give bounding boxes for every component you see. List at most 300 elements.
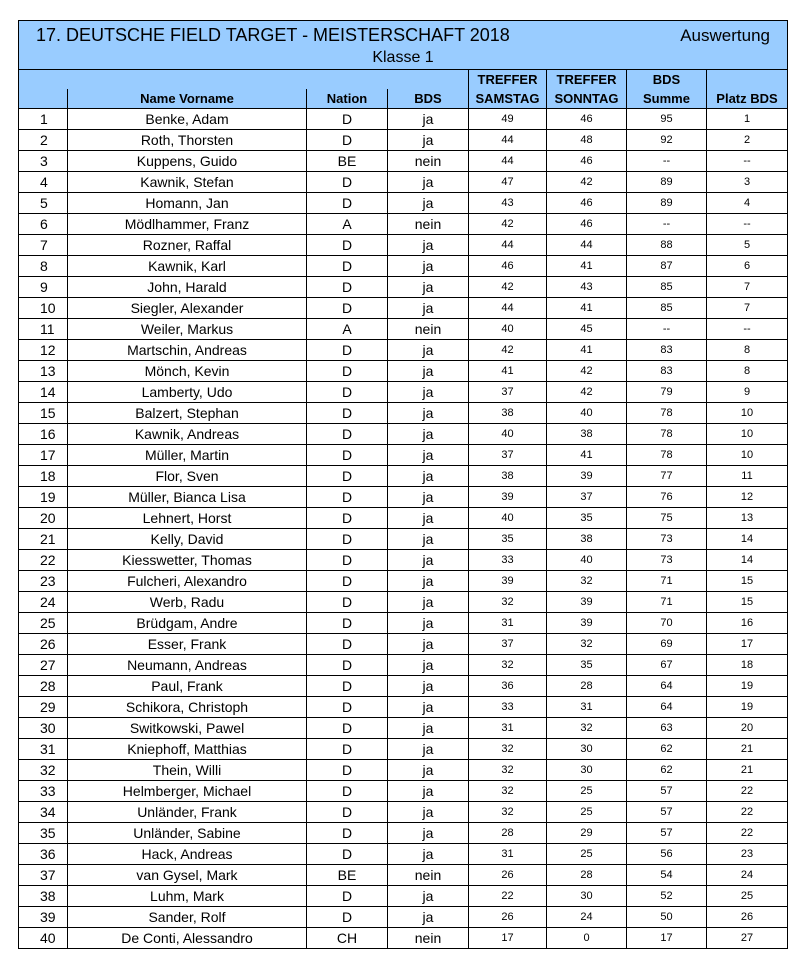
cell-nr: 34 [19, 802, 68, 823]
cell-saturday: 26 [469, 865, 547, 886]
cell-rank: 22 [707, 781, 788, 802]
cell-nation: D [307, 802, 388, 823]
table-row [19, 865, 788, 886]
cell-saturday: 40 [469, 508, 547, 529]
class-label: Klasse 1 [372, 49, 434, 66]
cell-name: van Gysel, Mark [68, 865, 307, 886]
cell-nr: 20 [19, 508, 68, 529]
col-sum-bottom: Summe [627, 89, 707, 109]
cell-nr: 17 [19, 445, 68, 466]
cell-nation: D [307, 718, 388, 739]
cell-name: John, Harald [68, 277, 307, 298]
cell-nr: 32 [19, 760, 68, 781]
cell-sum: 85 [627, 298, 707, 319]
header-row-bottom [19, 89, 788, 109]
cell-nr: 25 [19, 613, 68, 634]
cell-sunday: 31 [547, 697, 627, 718]
cell-sunday: 25 [547, 844, 627, 865]
cell-sunday: 38 [547, 424, 627, 445]
cell-bds: ja [388, 172, 469, 193]
cell-saturday: 31 [469, 844, 547, 865]
cell-nation: D [307, 403, 388, 424]
cell-saturday: 38 [469, 466, 547, 487]
cell-sunday: 30 [547, 739, 627, 760]
col-sum-top: BDS [627, 70, 707, 90]
cell-sunday: 46 [547, 151, 627, 172]
col-bds-header: BDS [388, 89, 469, 109]
cell-bds: ja [388, 235, 469, 256]
cell-sunday: 32 [547, 718, 627, 739]
cell-saturday: 22 [469, 886, 547, 907]
cell-sunday: 41 [547, 445, 627, 466]
cell-rank: 19 [707, 697, 788, 718]
cell-rank: 21 [707, 739, 788, 760]
cell-sunday: 25 [547, 781, 627, 802]
cell-bds: ja [388, 130, 469, 151]
table-row [19, 550, 788, 571]
results-table [18, 20, 788, 949]
table-row [19, 781, 788, 802]
cell-saturday: 32 [469, 781, 547, 802]
cell-saturday: 40 [469, 424, 547, 445]
cell-rank: -- [707, 214, 788, 235]
cell-nation: D [307, 760, 388, 781]
col-sunday-bottom: SONNTAG [547, 89, 627, 109]
cell-rank: 14 [707, 550, 788, 571]
cell-rank: 22 [707, 823, 788, 844]
cell-sum: 89 [627, 193, 707, 214]
cell-name: Lamberty, Udo [68, 382, 307, 403]
cell-saturday: 32 [469, 592, 547, 613]
cell-name: Homann, Jan [68, 193, 307, 214]
cell-sum: 64 [627, 676, 707, 697]
cell-rank: 13 [707, 508, 788, 529]
cell-nr: 24 [19, 592, 68, 613]
cell-name: De Conti, Alessandro [68, 928, 307, 949]
table-row [19, 214, 788, 235]
cell-sum: 67 [627, 655, 707, 676]
cell-rank: 6 [707, 256, 788, 277]
cell-nation: D [307, 697, 388, 718]
cell-bds: ja [388, 256, 469, 277]
cell-rank: 20 [707, 718, 788, 739]
cell-rank: 22 [707, 802, 788, 823]
cell-name: Lehnert, Horst [68, 508, 307, 529]
cell-bds: ja [388, 697, 469, 718]
header-blank [19, 70, 469, 90]
cell-saturday: 39 [469, 487, 547, 508]
cell-saturday: 42 [469, 340, 547, 361]
cell-bds: ja [388, 739, 469, 760]
col-rank-top [707, 70, 788, 90]
cell-rank: 8 [707, 340, 788, 361]
cell-saturday: 44 [469, 130, 547, 151]
cell-sunday: 29 [547, 823, 627, 844]
cell-nr: 29 [19, 697, 68, 718]
cell-sunday: 46 [547, 214, 627, 235]
cell-rank: 1 [707, 109, 788, 130]
table-row [19, 298, 788, 319]
cell-name: Weiler, Markus [68, 319, 307, 340]
table-row [19, 697, 788, 718]
cell-name: Kelly, David [68, 529, 307, 550]
cell-rank: 10 [707, 403, 788, 424]
cell-sunday: 30 [547, 886, 627, 907]
col-saturday-top: TREFFER [469, 70, 547, 90]
cell-nr: 33 [19, 781, 68, 802]
cell-nation: D [307, 529, 388, 550]
cell-nation: D [307, 676, 388, 697]
col-nation-header: Nation [307, 89, 388, 109]
cell-nation: D [307, 739, 388, 760]
cell-nr: 3 [19, 151, 68, 172]
cell-nr: 30 [19, 718, 68, 739]
cell-bds: ja [388, 844, 469, 865]
table-row [19, 592, 788, 613]
cell-nation: D [307, 655, 388, 676]
cell-sunday: 30 [547, 760, 627, 781]
cell-sunday: 32 [547, 571, 627, 592]
cell-bds: ja [388, 802, 469, 823]
cell-nr: 12 [19, 340, 68, 361]
cell-sum: 63 [627, 718, 707, 739]
cell-saturday: 26 [469, 907, 547, 928]
cell-sum: 78 [627, 445, 707, 466]
cell-rank: 27 [707, 928, 788, 949]
cell-nr: 35 [19, 823, 68, 844]
cell-sunday: 28 [547, 865, 627, 886]
table-row [19, 760, 788, 781]
table-row [19, 445, 788, 466]
cell-nation: A [307, 214, 388, 235]
cell-sunday: 28 [547, 676, 627, 697]
cell-name: Fulcheri, Alexandro [68, 571, 307, 592]
cell-sum: 69 [627, 634, 707, 655]
cell-nr: 10 [19, 298, 68, 319]
cell-nation: D [307, 613, 388, 634]
cell-nation: D [307, 550, 388, 571]
cell-nr: 8 [19, 256, 68, 277]
cell-bds: ja [388, 424, 469, 445]
cell-sunday: 0 [547, 928, 627, 949]
cell-name: Mönch, Kevin [68, 361, 307, 382]
cell-sunday: 42 [547, 361, 627, 382]
cell-name: Kawnik, Karl [68, 256, 307, 277]
cell-saturday: 17 [469, 928, 547, 949]
cell-sum: 78 [627, 424, 707, 445]
cell-sunday: 32 [547, 634, 627, 655]
cell-name: Hack, Andreas [68, 844, 307, 865]
cell-nr: 27 [19, 655, 68, 676]
table-row [19, 256, 788, 277]
cell-sum: 17 [627, 928, 707, 949]
cell-rank: 8 [707, 361, 788, 382]
cell-name: Paul, Frank [68, 676, 307, 697]
cell-sum: 75 [627, 508, 707, 529]
cell-nation: A [307, 319, 388, 340]
cell-nr: 19 [19, 487, 68, 508]
cell-bds: ja [388, 340, 469, 361]
table-row [19, 655, 788, 676]
cell-sum: 83 [627, 340, 707, 361]
cell-nr: 22 [19, 550, 68, 571]
cell-nr: 13 [19, 361, 68, 382]
cell-name: Sander, Rolf [68, 907, 307, 928]
cell-name: Kawnik, Stefan [68, 172, 307, 193]
cell-nr: 16 [19, 424, 68, 445]
cell-nr: 11 [19, 319, 68, 340]
cell-sum: 87 [627, 256, 707, 277]
cell-name: Mödlhammer, Franz [68, 214, 307, 235]
cell-nation: D [307, 424, 388, 445]
cell-nation: D [307, 130, 388, 151]
cell-nation: BE [307, 151, 388, 172]
cell-sum: 76 [627, 487, 707, 508]
cell-bds: ja [388, 508, 469, 529]
cell-bds: ja [388, 487, 469, 508]
cell-sunday: 42 [547, 172, 627, 193]
cell-nation: CH [307, 928, 388, 949]
cell-sunday: 35 [547, 508, 627, 529]
cell-sum: 73 [627, 550, 707, 571]
cell-bds: nein [388, 928, 469, 949]
col-rank-header: Platz BDS [707, 89, 788, 109]
cell-saturday: 42 [469, 214, 547, 235]
table-row [19, 130, 788, 151]
cell-rank: 7 [707, 298, 788, 319]
cell-nation: D [307, 466, 388, 487]
cell-name: Esser, Frank [68, 634, 307, 655]
cell-nr: 7 [19, 235, 68, 256]
table-row [19, 613, 788, 634]
cell-bds: ja [388, 109, 469, 130]
cell-name: Müller, Bianca Lisa [68, 487, 307, 508]
table-row [19, 508, 788, 529]
cell-sunday: 25 [547, 802, 627, 823]
cell-name: Kawnik, Andreas [68, 424, 307, 445]
cell-sum: -- [627, 319, 707, 340]
cell-name: Unländer, Sabine [68, 823, 307, 844]
cell-bds: ja [388, 529, 469, 550]
cell-nr: 38 [19, 886, 68, 907]
cell-sum: -- [627, 151, 707, 172]
table-row [19, 928, 788, 949]
cell-nr: 39 [19, 907, 68, 928]
cell-rank: 26 [707, 907, 788, 928]
cell-nation: D [307, 571, 388, 592]
cell-rank: 9 [707, 382, 788, 403]
cell-sum: 57 [627, 781, 707, 802]
cell-sunday: 39 [547, 466, 627, 487]
cell-sum: 50 [627, 907, 707, 928]
cell-sum: 64 [627, 697, 707, 718]
cell-rank: 7 [707, 277, 788, 298]
cell-saturday: 36 [469, 676, 547, 697]
cell-sum: 57 [627, 802, 707, 823]
cell-bds: ja [388, 760, 469, 781]
cell-sunday: 38 [547, 529, 627, 550]
cell-nation: D [307, 823, 388, 844]
cell-nation: D [307, 508, 388, 529]
cell-name: Flor, Sven [68, 466, 307, 487]
cell-name: Benke, Adam [68, 109, 307, 130]
table-row [19, 361, 788, 382]
table-row [19, 340, 788, 361]
cell-name: Roth, Thorsten [68, 130, 307, 151]
cell-rank: -- [707, 151, 788, 172]
cell-sunday: 41 [547, 340, 627, 361]
cell-bds: ja [388, 634, 469, 655]
cell-nation: D [307, 109, 388, 130]
table-row [19, 172, 788, 193]
cell-rank: 5 [707, 235, 788, 256]
cell-sunday: 39 [547, 613, 627, 634]
cell-sunday: 41 [547, 298, 627, 319]
cell-bds: ja [388, 886, 469, 907]
cell-nation: D [307, 235, 388, 256]
cell-nation: D [307, 907, 388, 928]
cell-bds: ja [388, 571, 469, 592]
cell-saturday: 47 [469, 172, 547, 193]
cell-sunday: 44 [547, 235, 627, 256]
cell-nation: D [307, 340, 388, 361]
page-title: 17. DEUTSCHE FIELD TARGET - MEISTERSCHAFT 2018 [36, 25, 510, 45]
cell-saturday: 32 [469, 802, 547, 823]
cell-nation: D [307, 886, 388, 907]
cell-nation: D [307, 844, 388, 865]
col-nr-header [19, 89, 68, 109]
cell-saturday: 33 [469, 697, 547, 718]
cell-nation: BE [307, 865, 388, 886]
cell-sum: 70 [627, 613, 707, 634]
cell-saturday: 39 [469, 571, 547, 592]
cell-sum: 54 [627, 865, 707, 886]
table-row [19, 319, 788, 340]
cell-bds: ja [388, 676, 469, 697]
cell-saturday: 46 [469, 256, 547, 277]
cell-rank: 25 [707, 886, 788, 907]
cell-saturday: 38 [469, 403, 547, 424]
cell-saturday: 37 [469, 445, 547, 466]
cell-bds: nein [388, 214, 469, 235]
cell-nr: 15 [19, 403, 68, 424]
cell-bds: ja [388, 193, 469, 214]
cell-saturday: 37 [469, 382, 547, 403]
cell-name: Schikora, Christoph [68, 697, 307, 718]
cell-sum: -- [627, 214, 707, 235]
cell-name: Rozner, Raffal [68, 235, 307, 256]
cell-rank: 12 [707, 487, 788, 508]
cell-sum: 56 [627, 844, 707, 865]
cell-rank: 23 [707, 844, 788, 865]
cell-bds: nein [388, 865, 469, 886]
cell-rank: 18 [707, 655, 788, 676]
results-sheet [18, 20, 787, 949]
cell-name: Werb, Radu [68, 592, 307, 613]
col-sunday-top: TREFFER [547, 70, 627, 90]
cell-rank: 19 [707, 676, 788, 697]
cell-nr: 28 [19, 676, 68, 697]
cell-rank: 15 [707, 592, 788, 613]
cell-nr: 21 [19, 529, 68, 550]
cell-bds: ja [388, 445, 469, 466]
col-saturday-bottom: SAMSTAG [469, 89, 547, 109]
cell-rank: 10 [707, 445, 788, 466]
cell-rank: 24 [707, 865, 788, 886]
cell-nr: 6 [19, 214, 68, 235]
cell-rank: 3 [707, 172, 788, 193]
table-row [19, 235, 788, 256]
table-row [19, 886, 788, 907]
cell-bds: ja [388, 382, 469, 403]
cell-rank: 15 [707, 571, 788, 592]
cell-bds: ja [388, 277, 469, 298]
cell-nr: 18 [19, 466, 68, 487]
table-row [19, 466, 788, 487]
cell-nr: 5 [19, 193, 68, 214]
table-row [19, 571, 788, 592]
cell-bds: nein [388, 319, 469, 340]
cell-bds: ja [388, 823, 469, 844]
cell-saturday: 32 [469, 739, 547, 760]
cell-rank: 11 [707, 466, 788, 487]
cell-name: Kiesswetter, Thomas [68, 550, 307, 571]
cell-rank: 17 [707, 634, 788, 655]
col-name-header: Name Vorname [68, 89, 307, 109]
cell-saturday: 49 [469, 109, 547, 130]
table-row [19, 529, 788, 550]
cell-rank: 14 [707, 529, 788, 550]
cell-sum: 73 [627, 529, 707, 550]
cell-nation: D [307, 361, 388, 382]
cell-rank: 4 [707, 193, 788, 214]
cell-sunday: 24 [547, 907, 627, 928]
cell-name: Brüdgam, Andre [68, 613, 307, 634]
cell-sum: 62 [627, 739, 707, 760]
cell-sum: 71 [627, 592, 707, 613]
cell-name: Luhm, Mark [68, 886, 307, 907]
cell-sum: 78 [627, 403, 707, 424]
cell-sum: 71 [627, 571, 707, 592]
cell-bds: ja [388, 466, 469, 487]
cell-nation: D [307, 487, 388, 508]
cell-nr: 31 [19, 739, 68, 760]
cell-nr: 40 [19, 928, 68, 949]
cell-saturday: 44 [469, 151, 547, 172]
table-row [19, 634, 788, 655]
cell-nation: D [307, 634, 388, 655]
cell-name: Müller, Martin [68, 445, 307, 466]
cell-sum: 83 [627, 361, 707, 382]
cell-sunday: 37 [547, 487, 627, 508]
cell-saturday: 33 [469, 550, 547, 571]
cell-bds: ja [388, 403, 469, 424]
cell-rank: 2 [707, 130, 788, 151]
cell-nr: 36 [19, 844, 68, 865]
cell-nr: 1 [19, 109, 68, 130]
cell-sum: 95 [627, 109, 707, 130]
cell-bds: ja [388, 361, 469, 382]
cell-sum: 79 [627, 382, 707, 403]
table-row [19, 844, 788, 865]
cell-sunday: 40 [547, 403, 627, 424]
cell-saturday: 35 [469, 529, 547, 550]
cell-saturday: 43 [469, 193, 547, 214]
cell-sunday: 46 [547, 109, 627, 130]
cell-bds: ja [388, 613, 469, 634]
evaluation-label: Auswertung [680, 26, 770, 45]
table-row [19, 802, 788, 823]
